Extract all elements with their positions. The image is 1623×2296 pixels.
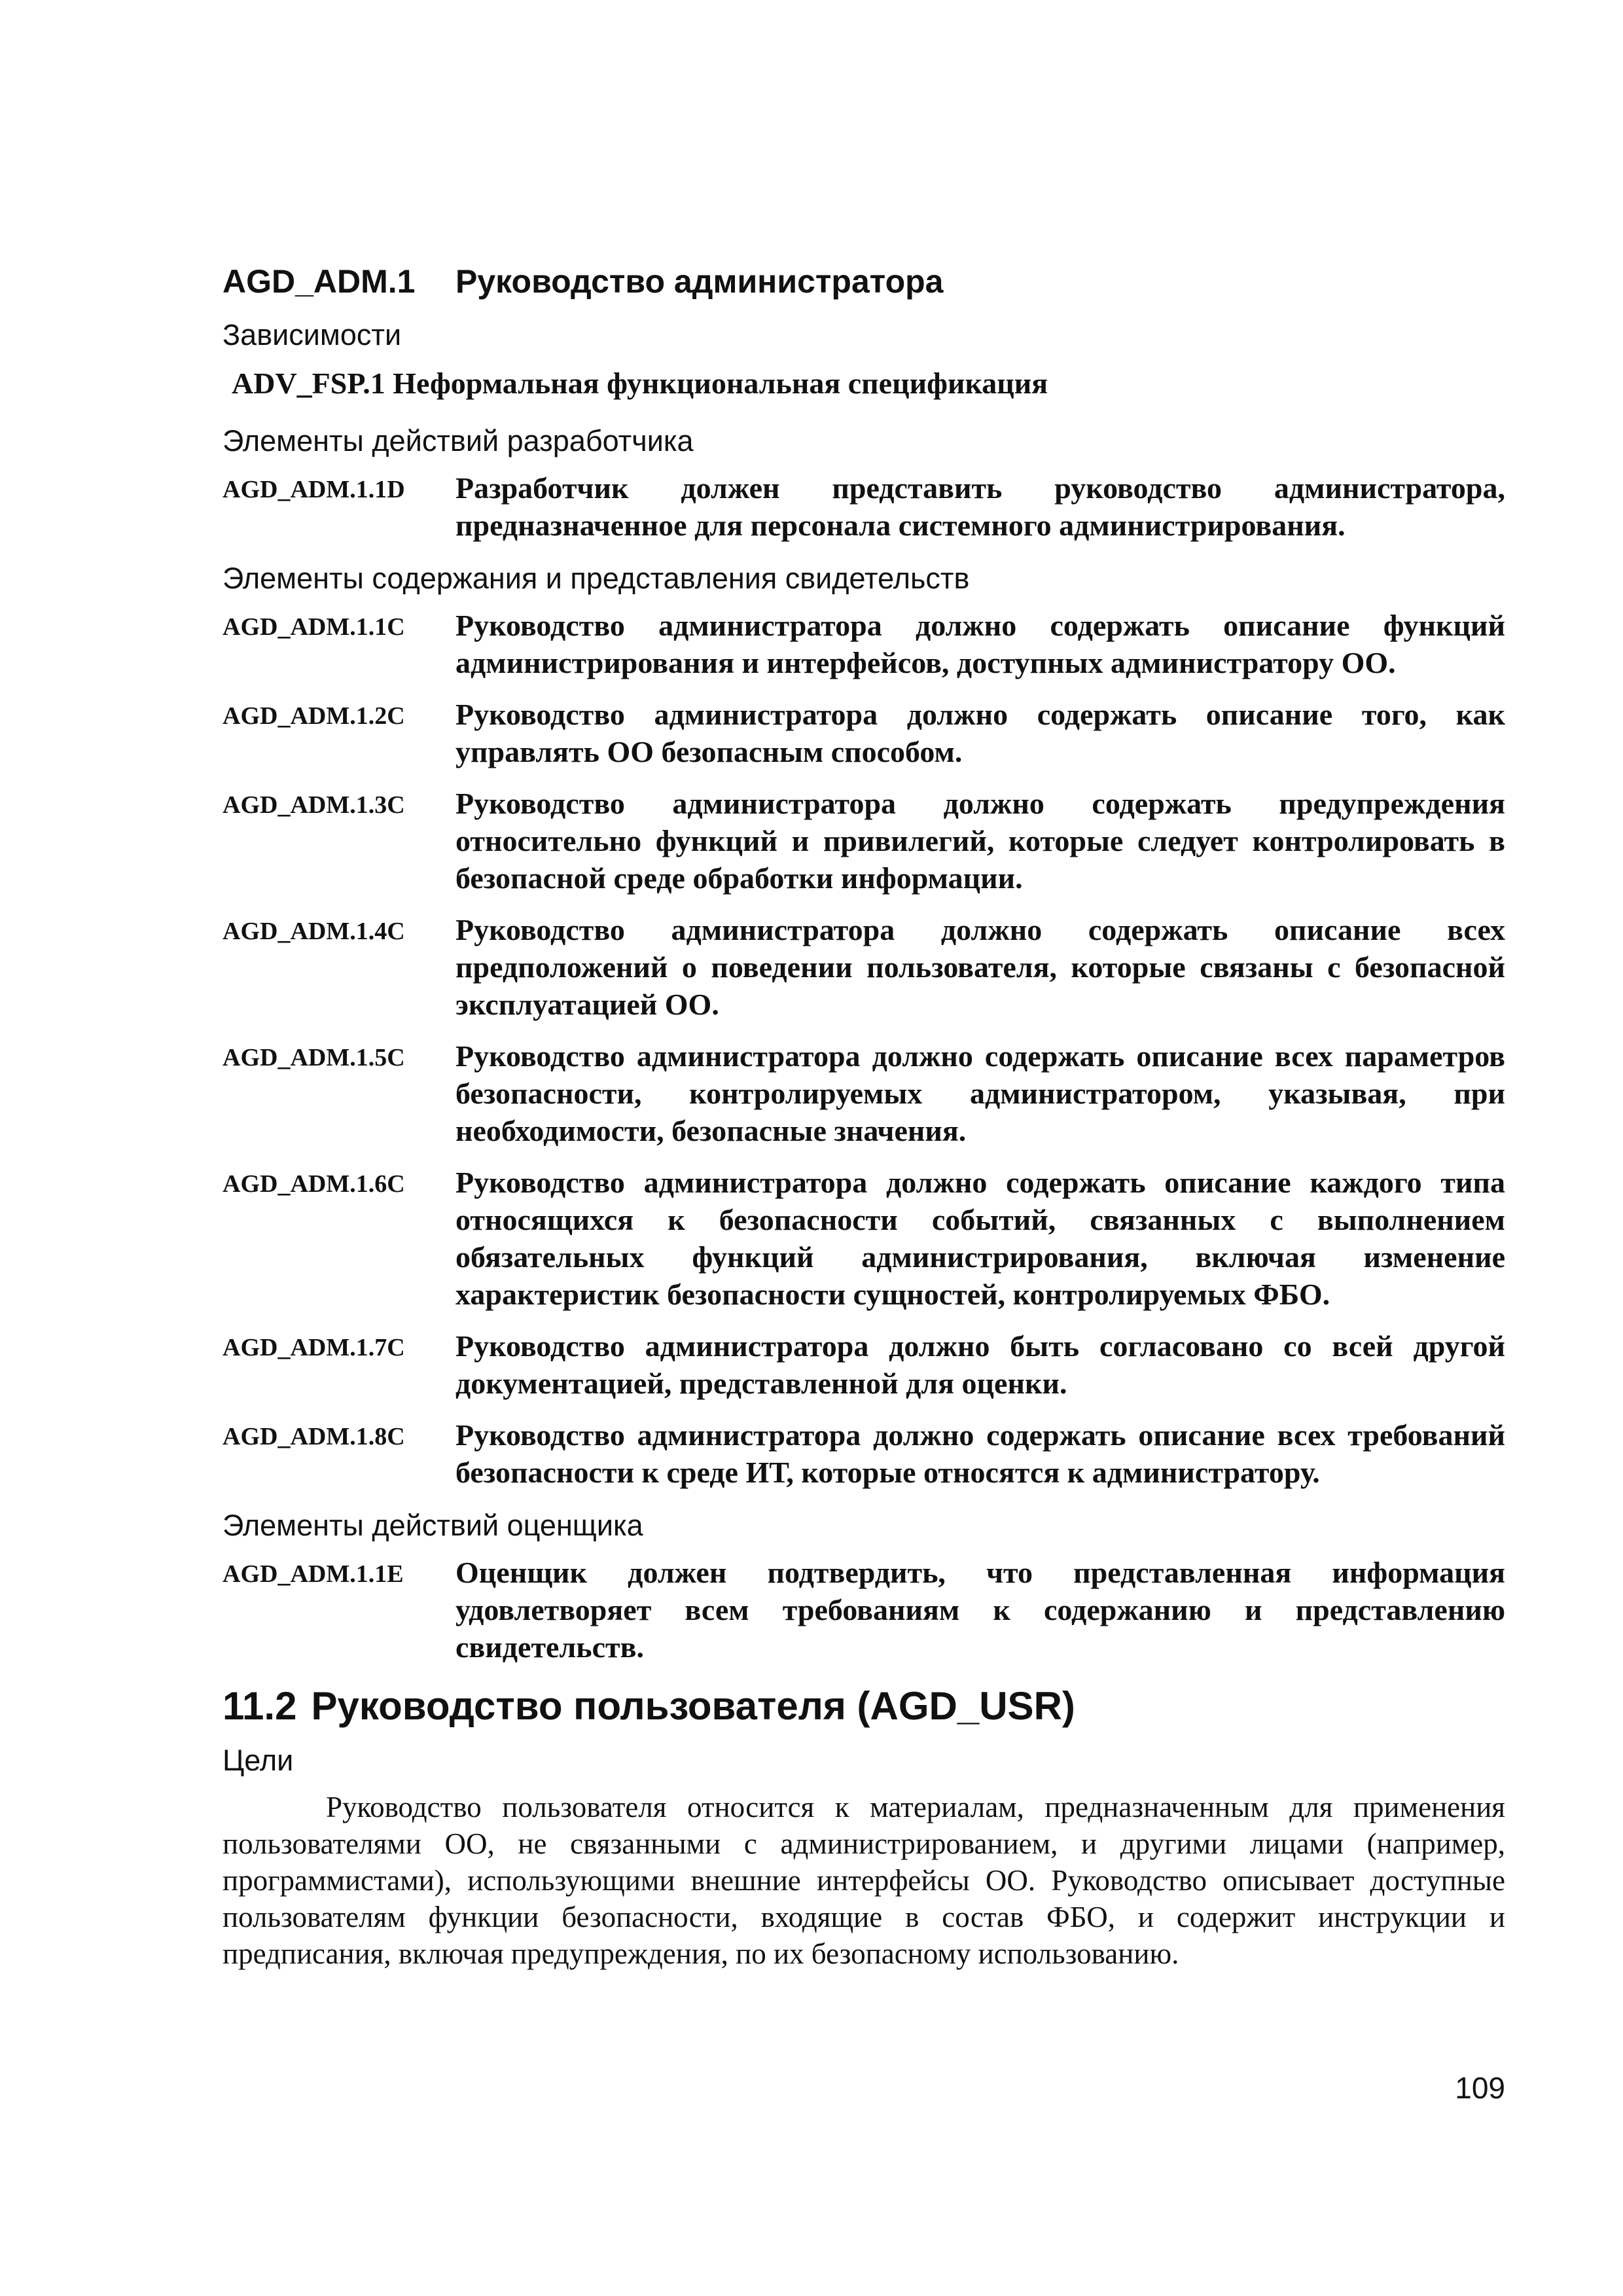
- element-code: AGD_ADM.1.6C: [223, 1170, 405, 1198]
- objectives-paragraph: Руководство пользователя относится к материалам, предназначенным для применения пользователями ОО, не связанными с администрированием, и другими лицами (например, программистами), использующими внешние интерфейсы ОО. Руководство описывает доступные пользователям функции безопасности, входящие в состав ФБО, и содержит инструкции и предписания, включая предупреждения, по их безопасному использованию.: [223, 1791, 1505, 1970]
- document-page: [223, 259, 1505, 1972]
- component-title: Руководство администратора: [455, 263, 944, 300]
- element-row: [223, 696, 1505, 770]
- element-code: AGD_ADM.1.8C: [223, 1423, 405, 1450]
- dependency-item: ADV_FSP.1 Неформальная функциональная спецификация: [232, 367, 1048, 400]
- element-code: AGD_ADM.1.1D: [223, 476, 405, 503]
- element-row: [223, 785, 1505, 897]
- element-code: AGD_ADM.1.5C: [223, 1044, 405, 1071]
- objectives-label: Цели: [223, 1744, 294, 1777]
- section-title: Руководство пользователя (AGD_USR): [311, 1684, 1075, 1728]
- element-row: [223, 1037, 1505, 1149]
- dependencies-label: Зависимости: [223, 318, 402, 351]
- component-code: AGD_ADM.1: [223, 263, 416, 300]
- element-text: Руководство администратора должно содержать описание того, как управлять ОО безопасным способом.: [455, 698, 1505, 768]
- developer-actions-label: Элементы действий разработчика: [223, 424, 694, 457]
- element-code: AGD_ADM.1.4C: [223, 918, 405, 945]
- evaluator-actions-label: Элементы действий оценщика: [223, 1509, 643, 1542]
- section-number: 11.2: [223, 1684, 297, 1728]
- element-text: Руководство администратора должно быть согласовано со всей другой документацией, представленной для оценки.: [455, 1329, 1505, 1400]
- element-code: AGD_ADM.1.3C: [223, 791, 405, 819]
- element-code: AGD_ADM.1.7C: [223, 1334, 405, 1361]
- element-code: AGD_ADM.1.1E: [223, 1560, 404, 1588]
- component-heading: [223, 259, 1505, 304]
- element-code: AGD_ADM.1.1C: [223, 613, 405, 641]
- element-row: [223, 911, 1505, 1023]
- element-row: [223, 607, 1505, 681]
- element-text: Оценщик должен подтвердить, что представленная информация удовлетворяет всем требованиям к содержанию и представлению свидетельств.: [455, 1556, 1505, 1664]
- element-text: Руководство администратора должно содержать описание каждого типа относящихся к безопасности событий, связанных с выполнением обязательных функций администрирования, включая изменение характеристик безопасности сущностей, контролируемых ФБО.: [455, 1166, 1505, 1311]
- element-text: Руководство администратора должно содержать описание функций администрирования и интерфейсов, доступных администратору ОО.: [455, 609, 1505, 679]
- element-row: [223, 1164, 1505, 1313]
- element-text: Руководство администратора должно содержать описание всех требований безопасности к среде ИТ, которые относятся к администратору.: [455, 1418, 1505, 1489]
- element-text: Руководство администратора должно содержать предупреждения относительно функций и привилегий, которые следует контролировать в безопасной среде обработки информации.: [455, 787, 1505, 895]
- section-heading: [223, 1680, 1505, 1732]
- element-row: [223, 469, 1505, 544]
- element-row: [223, 1416, 1505, 1491]
- element-row: [223, 1327, 1505, 1402]
- page-number: 109: [1455, 2071, 1505, 2105]
- element-text: Руководство администратора должно содержать описание всех параметров безопасности, контролируемых администратором, указывая, при необходимости, безопасные значения.: [455, 1039, 1505, 1147]
- element-text: Руководство администратора должно содержать описание всех предположений о поведении пользователя, которые связаны с безопасной эксплуатацией ОО.: [455, 913, 1505, 1021]
- element-code: AGD_ADM.1.2C: [223, 702, 405, 730]
- content-elements-label: Элементы содержания и представления свидетельств: [223, 562, 970, 595]
- element-row: [223, 1554, 1505, 1666]
- element-text: Разработчик должен представить руководство администратора, предназначенное для персонала системного администрирования.: [455, 471, 1505, 542]
